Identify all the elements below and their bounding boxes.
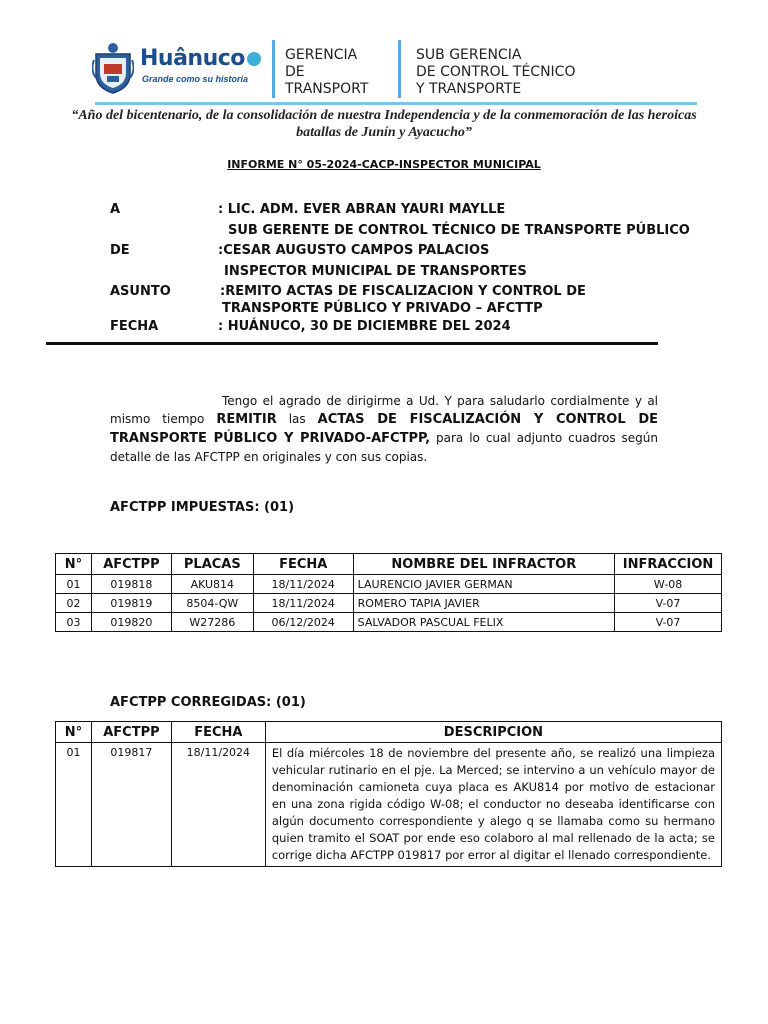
cell-plate: W27286: [171, 613, 253, 632]
cell-plate: AKU814: [171, 575, 253, 594]
from-label: DE: [110, 243, 130, 258]
col-header: N°: [56, 722, 92, 743]
to-value-2: SUB GERENTE DE CONTROL TÉCNICO DE TRANSPORTE PÚBLICO: [228, 223, 690, 238]
body-paragraph: [110, 392, 658, 466]
table-row: [56, 575, 722, 594]
table-header-row: [56, 722, 722, 743]
cell-infraction: V-07: [615, 613, 722, 632]
date-value: : HUÁNUCO, 30 DE DICIEMBRE DEL 2024: [218, 319, 511, 334]
table-row: [56, 613, 722, 632]
body-text-2: para lo cual adjunto cuadros según detalle de las AFCTPP en originales y con sus copias.: [110, 431, 658, 464]
cell-offender: SALVADOR PASCUAL FELIX: [353, 613, 614, 632]
cell-date: 18/11/2024: [171, 743, 265, 867]
table-header-row: [56, 554, 722, 575]
year-motto: “Año del bicentenario, de la consolidación de nuestra Independencia y de la conmemoración de las heroicas batallas de Junín y Ayacucho”: [71, 108, 697, 140]
dept1-line1: GERENCIA: [285, 47, 358, 63]
col-header: FECHA: [171, 722, 265, 743]
cell-date: 18/11/2024: [253, 575, 353, 594]
logo-drop-icon: [247, 52, 261, 66]
cell-afctpp: 019820: [91, 613, 171, 632]
table-row: [56, 743, 722, 867]
body-remitir: REMITIR: [216, 412, 277, 427]
dept1-line2: DE: [285, 64, 305, 80]
subject-value-2: TRANSPORTE PÚBLICO Y PRIVADO – AFCTTP: [222, 301, 543, 316]
corrected-section-title: AFCTPP CORREGIDAS: (01): [110, 695, 306, 710]
dept2-line2: DE CONTROL TÉCNICO: [416, 64, 576, 80]
cell-offender: LAURENCIO JAVIER GERMAN: [353, 575, 614, 594]
memo-divider: [46, 342, 658, 345]
body-text-1: Tengo el agrado de dirigirme a Ud. Y para saludarlo cordialmente y al mismo tiempo: [110, 394, 658, 426]
header-divider-2: [398, 40, 401, 98]
cell-description: El día miércoles 18 de noviembre del presente año, se realizó una limpieza vehicular rutinario en el pje. La Merced; se intervino a un vehículo mayor de denominación camioneta cuya placa es AKU814 por motivo de estacionar en una zona rigida código W-08; el conductor no deseaba identificarse con algún documento correspondiente y alego q se llamaba como su hermano quien tramito el SOAT por ende eso colaboro al mal rellenado de la acta; se corrige dicha AFCTPP 019817 por error al digitar el llenado correspondiente.: [265, 743, 721, 867]
from-value: :CESAR AUGUSTO CAMPOS PALACIOS: [218, 243, 490, 258]
logo-tagline: Grande como su historia: [142, 74, 249, 84]
cell-plate: 8504-QW: [171, 594, 253, 613]
body-actas: ACTAS DE FISCALIZACIÓN Y CONTROL DE TRANSPORTE PÚBLICO Y PRIVADO-AFCTPP,: [110, 412, 659, 446]
cell-afctpp: 019819: [91, 594, 171, 613]
cell-number: 01: [56, 743, 92, 867]
cell-offender: ROMERO TAPIA JAVIER: [353, 594, 614, 613]
cell-infraction: W-08: [615, 575, 722, 594]
dept2-line1: SUB GERENCIA: [416, 47, 522, 63]
header-rule: [95, 102, 697, 105]
logo-text: Huânuco: [140, 46, 261, 71]
department-2: [416, 47, 575, 98]
cell-date: 06/12/2024: [253, 613, 353, 632]
imposed-table: [55, 553, 722, 632]
body-las: las: [276, 412, 318, 426]
from-value-2: INSPECTOR MUNICIPAL DE TRANSPORTES: [224, 264, 527, 279]
to-value: : LIC. ADM. EVER ABRAN YAURI MAYLLE: [218, 202, 506, 217]
header-divider-1: [272, 40, 275, 98]
subject-label: ASUNTO: [110, 284, 171, 299]
col-header: N°: [56, 554, 92, 575]
col-header: AFCTPP: [91, 722, 171, 743]
cell-number: 02: [56, 594, 92, 613]
municipality-logo: [92, 40, 264, 96]
cell-afctpp: 019818: [91, 575, 171, 594]
subject-value: :REMITO ACTAS DE FISCALIZACION Y CONTROL DE: [220, 284, 586, 299]
dept1-line3: TRANSPORT: [285, 81, 369, 97]
crest-icon: [92, 40, 134, 94]
to-label: A: [110, 202, 121, 217]
cell-number: 03: [56, 613, 92, 632]
department-1: [285, 47, 368, 98]
corrected-table: [55, 721, 722, 867]
table-row: [56, 594, 722, 613]
cell-number: 01: [56, 575, 92, 594]
dept2-line3: Y TRANSPORTE: [416, 81, 522, 97]
col-header: AFCTPP: [91, 554, 171, 575]
col-header: FECHA: [253, 554, 353, 575]
col-header: NOMBRE DEL INFRACTOR: [353, 554, 614, 575]
cell-infraction: V-07: [615, 594, 722, 613]
date-label: FECHA: [110, 319, 159, 334]
cell-date: 18/11/2024: [253, 594, 353, 613]
imposed-section-title: AFCTPP IMPUESTAS: (01): [110, 500, 295, 515]
col-header: INFRACCION: [615, 554, 722, 575]
col-header: PLACAS: [171, 554, 253, 575]
report-title: INFORME N° 05-2024-CACP-INSPECTOR MUNICIPAL: [227, 158, 541, 171]
cell-afctpp: 019817: [91, 743, 171, 867]
col-header: DESCRIPCION: [265, 722, 721, 743]
